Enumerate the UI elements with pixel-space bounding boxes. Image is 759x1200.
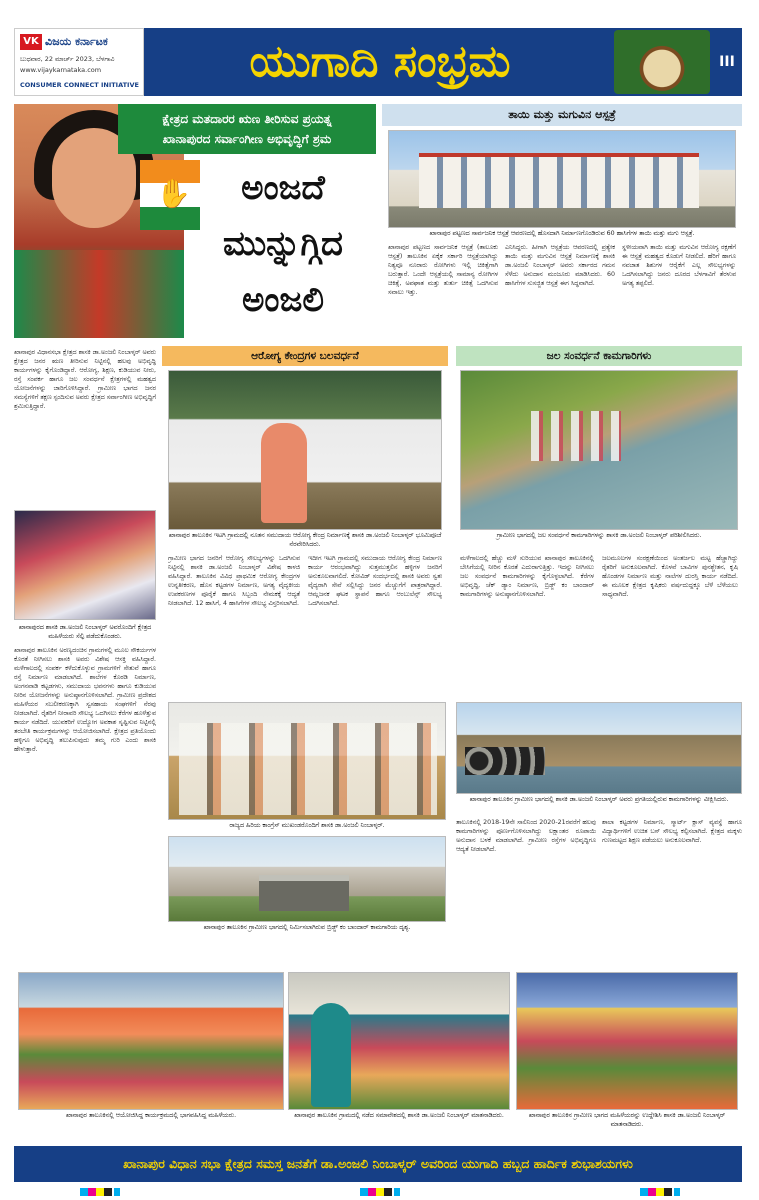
bottom-caption-3: ಖಾನಾಪುರ ತಾಲೂಕಿನ ಗ್ರಾಮೀಣ ಭಾಗದ ಮಹಿಳೆಯರನ್ನು ಉದ್ದೇಶಿಸಿ ಶಾಸಕಿ ಡಾ.ಅಂಜಲಿ ನಿಂಬಾಳ್ಕರ್ ಮಾತನಾಡಿದರು. (528, 1112, 726, 1128)
masthead-initiative: CONSUMER CONNECT INITIATIVE (20, 81, 139, 89)
health-col-1: ಗ್ರಾಮೀಣ ಭಾಗದ ಜನರಿಗೆ ಆರೋಗ್ಯ ಸೌಲಭ್ಯಗಳನ್ನು ಒದಗಿಸುವ ನಿಟ್ಟಿನಲ್ಲಿ ಶಾಸಕಿ ಡಾ.ಅಂಜಲಿ ನಿಂಬಾಳ್ಕರ್ ವಿಶೇಷ ಕಾಳಜಿ ವಹಿಸಿದ್ದಾರೆ. ತಾಲೂಕಿನ ವಿವಿಧ ಪ್ರಾಥಮಿಕ ಆರೋಗ್ಯ ಕೇಂದ್ರಗಳ ಉನ್ನತೀಕರಣ, ಹೊಸ ಕಟ್ಟಡಗಳ ನಿರ್ಮಾಣ, ಅಗತ್ಯ ವೈದ್ಯಕೀಯ ಉಪಕರಣಗಳ ಪೂರೈಕೆ ಹಾಗೂ ಸಿಬ್ಬಂದಿ ನೇಮಕಕ್ಕೆ ಆದ್ಯತೆ ನೀಡಲಾಗಿದೆ. 12 ಹಾಸಿಗೆ, 4 ಹಾಸಿಗೆಗಳ ಸೌಲಭ್ಯ ವಿಸ್ತರಿಸಲಾಗಿದೆ. (168, 555, 300, 607)
intro-selfie-caption: ಖಾನಾಪುರದ ಶಾಸಕಿ ಡಾ.ಅಂಜಲಿ ನಿಂಬಾಳ್ಕರ್ ಅವರೊಂದಿಗೆ ಕ್ಷೇತ್ರದ ಮಹಿಳೆಯರು ಸೆಲ್ಫಿ ಪಡೆದುಕೊಂಡರು. (18, 624, 152, 640)
hand-icon: ✋ (156, 177, 191, 210)
portrait-saree-shape (14, 250, 184, 338)
headline-line-2: ಮುನ್ನುಗ್ಗಿದ (223, 224, 343, 264)
bridge-arch-shape (259, 875, 349, 911)
page-number: III (719, 54, 735, 70)
bottom-crowd-photo-2 (516, 972, 738, 1110)
hospital-photo (388, 130, 736, 228)
intro-text: ಖಾನಾಪುರ ವಿಧಾನಸಭಾ ಕ್ಷೇತ್ರದ ಶಾಸಕಿ ಡಾ.ಅಂಜಲಿ ನಿಂಬಾಳ್ಕರ್ ಅವರು ಕ್ಷೇತ್ರದ ಜನರ ಋಣ ತೀರಿಸುವ ನಿಟ್ಟಿನಲ್ಲಿ ಹಲವು ಅಭಿವೃದ್ಧಿ ಕಾರ್ಯಗಳನ್ನು ಕೈಗೊಂಡಿದ್ದಾರೆ. ಆರೋಗ್ಯ, ಶಿಕ್ಷಣ, ಕುಡಿಯುವ ನೀರು, ರಸ್ತೆ ಸಂಪರ್ಕ ಹಾಗೂ ಜಲ ಸಂವರ್ಧನೆ ಕ್ಷೇತ್ರಗಳಲ್ಲಿ ಮಹತ್ವದ ಯೋಜನೆಗಳನ್ನು ಜಾರಿಗೊಳಿಸಿದ್ದಾರೆ. ಗ್ರಾಮೀಣ ಭಾಗದ ಜನರ ಸಮಸ್ಯೆಗಳಿಗೆ ತಕ್ಷಣ ಸ್ಪಂದಿಸುವ ಅವರು ಕ್ಷೇತ್ರದ ಸರ್ವಾಂಗೀಣ ಅಭಿವೃದ್ಧಿಗೆ ಶ್ರಮಿಸುತ್ತಿದ್ದಾರೆ. (14, 349, 156, 410)
bottom-speech-photo (288, 972, 510, 1110)
water-inspection-caption: ಖಾನಾಪುರ ತಾಲೂಕಿನ ಗ್ರಾಮೀಣ ಭಾಗದಲ್ಲಿ ಶಾಸಕಿ ಡಾ.ಅಂಜಲಿ ನಿಂಬಾಳ್ಕರ್ ಅವರು ಪ್ರಗತಿಯಲ್ಲಿರುವ ಕಾಮಗಾರಿಗಳನ್ನು ವೀಕ್ಷಿಸಿದರು. (469, 796, 729, 803)
masthead-logo-box (14, 28, 144, 96)
lead-tagline-2: ಖಾನಾಪುರದ ಸರ್ವಾಂಗೀಣ ಅಭಿವೃದ್ಧಿಗೆ ಶ್ರಮ (162, 132, 332, 146)
bottom-caption-2: ಖಾನಾಪುರ ತಾಲೂಕಿನ ಗ್ರಾಮದಲ್ಲಿ ನಡೆದ ಸಮಾವೇಶದಲ್ಲಿ ಶಾಸಕಿ ಡಾ.ಅಂಜಲಿ ನಿಂಬಾಳ್ಕರ್ ಮಾತನಾಡಿದರು. (294, 1112, 504, 1119)
hospital-col-2: ಎನಿಸಿದ್ದರು. ಹೀಗಾಗಿ ಆಸ್ಪತ್ರೆಯ ಆವರಣದಲ್ಲಿ ಪ್ರತ್ಯೇಕ ತಾಯಿ ಮತ್ತು ಮಗುವಿನ ಆಸ್ಪತ್ರೆ ನಿರ್ಮಾಣಕ್ಕೆ ಶಾಸಕಿ ಡಾ.ಅಂಜಲಿ ನಿಂಬಾಳ್ಕರ್ ಅವರು ಸರ್ಕಾರದ ಗಮನ ಸೆಳೆದು ಅನುದಾನ ಮಂಜೂರು ಮಾಡಿಸಿದರು. 60 ಹಾಸಿಗೆಗಳ ಸುಸಜ್ಜಿತ ಆಸ್ಪತ್ರೆ ಈಗ ಸಿದ್ಧವಾಗಿದೆ. (505, 244, 615, 287)
logo-badge: VK (20, 34, 42, 50)
bottom-caption-1: ಖಾನಾಪುರ ತಾಲೂಕಿನಲ್ಲಿ ಆಯೋಜಿಸಿದ್ದ ಕಾರ್ಯಕ್ರಮದಲ್ಲಿ ಭಾಗವಹಿಸಿದ್ದ ಮಹಿಳೆಯರು. (65, 1112, 237, 1119)
masthead-url: www.vijaykarnataka.com (20, 66, 102, 74)
intro-selfie-photo (14, 510, 156, 620)
hospital-building-shape (419, 153, 699, 208)
leaders-group-photo (168, 702, 446, 820)
bottom-crowd-photo-1 (18, 972, 284, 1110)
health-col-2: ಇದೀಗ ಇಟಗಿ ಗ್ರಾಮದಲ್ಲಿ ಸಮುದಾಯ ಆರೋಗ್ಯ ಕೇಂದ್ರ ನಿರ್ಮಾಣ ಕಾರ್ಯ ಆರಂಭವಾಗಿದ್ದು ಸುತ್ತಮುತ್ತಲಿನ ಹಳ್ಳಿಗಳ ಜನರಿಗೆ ಅನುಕೂಲವಾಗಲಿದೆ. ಕೋವಿಡ್ ಸಂದರ್ಭದಲ್ಲಿ ಶಾಸಕಿ ಅವರು ಸ್ವತಃ ವೈದ್ಯರಾಗಿ ಸೇವೆ ಸಲ್ಲಿಸಿದ್ದು ಜನರ ಮೆಚ್ಚುಗೆಗೆ ಪಾತ್ರರಾಗಿದ್ದಾರೆ. ಆಮ್ಲಜನಕ ಘಟಕ ಸ್ಥಾಪನೆ ಹಾಗೂ ಆಂಬುಲೆನ್ಸ್ ಸೌಲಭ್ಯ ಒದಗಿಸಲಾಗಿದೆ. (308, 555, 442, 607)
bridge-photo (168, 836, 446, 922)
water-lower-text-2: ಶಾಲಾ ಕಟ್ಟಡಗಳ ನಿರ್ಮಾಣ, ಸ್ಮಾರ್ಟ್ ಕ್ಲಾಸ್ ವ್ಯವಸ್ಥೆ ಹಾಗೂ ವಿದ್ಯಾರ್ಥಿಗಳಿಗೆ ಉಚಿತ ಬಸ್ ಸೌಲಭ್ಯ ಕಲ್ಪಿಸಲಾಗಿದೆ. ಕ್ಷೇತ್ರದ ಮಕ್ಕಳು ಗುಣಮಟ್ಟದ ಶಿಕ್ಷಣ ಪಡೆಯಲು ಅನುಕೂಲವಾಗಿದೆ. (602, 819, 742, 844)
bottom-banner-text: ಖಾನಾಪುರ ವಿಧಾನ ಸಭಾ ಕ್ಷೇತ್ರದ ಸಮಸ್ತ ಜನತೆಗೆ ಡಾ.ಅಂಜಲಿ ನಿಂಬಾಳ್ಕರ್ ಅವರಿಂದ ಯುಗಾದಿ ಹಬ್ಬದ ಹಾರ್ದಿಕ ಶುಭಾಶಯಗಳು (123, 1156, 633, 1171)
hospital-col-3: ಸ್ಥಳೀಯವಾಗಿ ತಾಯಿ ಮತ್ತು ಮಗುವಿನ ಆರೋಗ್ಯ ರಕ್ಷಣೆಗೆ ಈ ಆಸ್ಪತ್ರೆ ಮಹತ್ವದ ಕೊಡುಗೆ ನೀಡಲಿದೆ. ಹೆರಿಗೆ ಹಾಗೂ ನವಜಾತ ಶಿಶುಗಳ ಆರೈಕೆಗೆ ಎಲ್ಲ ಸೌಲಭ್ಯಗಳನ್ನು ಒದಗಿಸಲಾಗಿದ್ದು ಜನರು ದೂರದ ಬೆಳಗಾವಿಗೆ ತೆರಳುವ ಅಗತ್ಯ ತಪ್ಪಲಿದೆ. (622, 244, 736, 287)
water-col-1: ಮಳೆಗಾಲದಲ್ಲಿ ಹೆಚ್ಚು ಮಳೆ ಸುರಿಯುವ ಖಾನಾಪುರ ತಾಲೂಕಿನಲ್ಲಿ ಬೇಸಿಗೆಯಲ್ಲಿ ನೀರಿನ ಕೊರತೆ ಎದುರಾಗುತ್ತಿತ್ತು. ಇದನ್ನು ನೀಗಿಸಲು ಜಲ ಸಂವರ್ಧನೆ ಕಾಮಗಾರಿಗಳನ್ನು ಕೈಗೊಳ್ಳಲಾಗಿದೆ. ಕೆರೆಗಳ ಅಭಿವೃದ್ಧಿ, ಚೆಕ್ ಡ್ಯಾಂ ನಿರ್ಮಾಣ, ಬ್ರಿಡ್ಜ್ ಕಂ ಬಾಂದಾರ್ ಕಾಮಗಾರಿಗಳನ್ನು ಅನುಷ್ಠಾನಗೊಳಿಸಲಾಗಿದೆ. (460, 555, 594, 598)
intro-text-2: ಖಾನಾಪುರ ತಾಲೂಕಿನ ಅರಣ್ಯದಂಚಿನ ಗ್ರಾಮಗಳಲ್ಲಿ ಮೂಲ ಸೌಕರ್ಯಗಳ ಕೊರತೆ ನೀಗಿಸಲು ಶಾಸಕಿ ಅವರು ವಿಶೇಷ ಆಸಕ್ತಿ ವಹಿಸಿದ್ದಾರೆ. ಮಳೆಗಾಲದಲ್ಲಿ ಸಂಪರ್ಕ ಕಳೆದುಕೊಳ್ಳುವ ಗ್ರಾಮಗಳಿಗೆ ಸೇತುವೆ ಹಾಗೂ ರಸ್ತೆ ನಿರ್ಮಾಣ ಮಾಡಲಾಗಿದೆ. ಶಾಲೆಗಳ ಕೊಠಡಿ ನಿರ್ಮಾಣ, ಅಂಗನವಾಡಿ ಕಟ್ಟಡಗಳು, ಸಮುದಾಯ ಭವನಗಳು ಹಾಗೂ ಕುಡಿಯುವ ನೀರಿನ ಯೋಜನೆಗಳನ್ನು ಅನುಷ್ಠಾನಗೊಳಿಸಲಾಗಿದೆ. ಗ್ರಾಮೀಣ ಪ್ರದೇಶದ ಮಹಿಳೆಯರ ಸಬಲೀಕರಣಕ್ಕಾಗಿ ಸ್ವಸಹಾಯ ಸಂಘಗಳಿಗೆ ನೆರವು ನೀಡಲಾಗಿದೆ. ರೈತರಿಗೆ ನೀರಾವರಿ ಸೌಲಭ್ಯ ಒದಗಿಸಲು ಕೆರೆಗಳ ಹೂಳೆತ್ತುವ ಕಾರ್ಯ ನಡೆದಿದೆ. ಯುವಕರಿಗೆ ಉದ್ಯೋಗ ಅವಕಾಶ ಸೃಷ್ಟಿಸುವ ನಿಟ್ಟಿನಲ್ಲಿ ತರಬೇತಿ ಕಾರ್ಯಕ್ರಮಗಳನ್ನು ಆಯೋಜಿಸಲಾಗಿದೆ. ಕ್ಷೇತ್ರದ ಪ್ರತಿಯೊಂದು ಹಳ್ಳಿಗೂ ಅಭಿವೃದ್ಧಿ ತಲುಪಿಸುವುದು ತಮ್ಮ ಗುರಿ ಎಂದು ಶಾಸಕಿ ಹೇಳುತ್ತಾರೆ. (14, 647, 156, 753)
masthead-title: ಯುಗಾದಿ ಸಂಭ್ರಮ (249, 36, 511, 87)
bridge-photo-caption: ಖಾನಾಪುರ ತಾಲೂಕಿನ ಗ್ರಾಮೀಣ ಭಾಗದಲ್ಲಿ ನಿರ್ಮಿಸಲಾಗಿರುವ ಬ್ರಿಡ್ಜ್ ಕಂ ಬಾಂದಾರ್ ಕಾಮಗಾರಿಯ ದೃಶ್ಯ. (203, 924, 411, 931)
masthead-date: ಬುಧವಾರ, 22 ಮಾರ್ಚ್ 2023, ಬೆಳಗಾವಿ (20, 55, 115, 63)
lead-headline (190, 160, 376, 338)
bottom-banner (14, 1146, 742, 1182)
health-heading: ಆರೋಗ್ಯ ಕೇಂದ್ರಗಳ ಬಲವರ್ಧನೆ (162, 346, 448, 366)
health-photo-caption: ಖಾನಾಪುರ ತಾಲೂಕಿನ ಇಟಗಿ ಗ್ರಾಮದಲ್ಲಿ ನೂತನ ಸಮುದಾಯ ಆರೋಗ್ಯ ಕೇಂದ್ರ ನಿರ್ಮಾಣಕ್ಕೆ ಶಾಸಕಿ ಡಾ.ಅಂಜಲಿ ನಿಂಬಾಳ್ಕರ್ ಭೂಮಿಪೂಜೆ ನೆರವೇರಿಸಿದರು. (168, 532, 442, 548)
saree-woman-shape (261, 423, 307, 523)
registration-marks-center (360, 1188, 400, 1196)
hospital-col-1: ಖಾನಾಪುರ ಪಟ್ಟಣದ ಸಾರ್ವಜನಿಕ ಆಸ್ಪತ್ರೆ (ತಾಲೂಕು ಆಸ್ಪತ್ರೆ) ತಾಲೂಕಿನ ಏಕೈಕ ಸರ್ಕಾರಿ ಆಸ್ಪತ್ರೆಯಾಗಿದ್ದು ನಿತ್ಯವೂ ನೂರಾರು ರೋಗಿಗಳು ಇಲ್ಲಿ ಚಿಕಿತ್ಸೆಗಾಗಿ ಬರುತ್ತಾರೆ. ಒಂದೇ ಆಸ್ಪತ್ರೆಯಲ್ಲಿ ಸಾಮಾನ್ಯ ರೋಗಿಗಳ ಚಿಕಿತ್ಸೆ, ಅಪಘಾತ ಮತ್ತು ತುರ್ತು ಚಿಕಿತ್ಸೆ ಒದಗಿಸುವ ಸವಾಲು ಇತ್ತು. (388, 244, 498, 296)
water-col-2: ಜಲಮೂಲಗಳ ಸಂರಕ್ಷಣೆಯಿಂದ ಅಂತರ್ಜಲ ಮಟ್ಟ ಹೆಚ್ಚಾಗಿದ್ದು ರೈತರಿಗೆ ಅನುಕೂಲವಾಗಿದೆ. ಕೊಳವೆ ಬಾವಿಗಳ ಪುನಶ್ಚೇತನ, ಕೃಷಿ ಹೊಂಡಗಳ ನಿರ್ಮಾಣ ಮತ್ತು ನಾಲೆಗಳ ದುರಸ್ತಿ ಕಾರ್ಯ ನಡೆದಿದೆ. ಈ ಮೂಲಕ ಕ್ಷೇತ್ರದ ಕೃಷಿಕರು ವರ್ಷದುದ್ದಕ್ಕೂ ಬೆಳೆ ಬೆಳೆಯಲು ಸಾಧ್ಯವಾಗಿದೆ. (602, 555, 738, 598)
speaker-figure-shape (311, 1003, 351, 1107)
logo-name: ವಿಜಯ ಕರ್ನಾಟಕ (45, 35, 108, 48)
headline-line-1: ಅಂಜದೆ (241, 168, 325, 208)
festive-plate-image (614, 30, 710, 94)
water-photo-caption: ಗ್ರಾಮೀಣ ಭಾಗದಲ್ಲಿ ಜಲ ಸಂವರ್ಧನೆ ಕಾಮಗಾರಿಗಳನ್ನು ಶಾಸಕಿ ಡಾ.ಅಂಜಲಿ ನಿಂಬಾಳ್ಕರ್ ಪರಿಶೀಲಿಸಿದರು. (496, 532, 702, 539)
culvert-pipes-shape (465, 747, 545, 775)
water-inspection-photo (456, 702, 742, 794)
hospital-heading: ತಾಯಿ ಮತ್ತು ಮಗುವಿನ ಆಸ್ಪತ್ರೆ (382, 104, 742, 126)
headline-line-3: ಅಂಜಲಿ (242, 280, 324, 320)
lead-tagline-box (118, 104, 376, 154)
people-group-shape (531, 411, 621, 461)
water-pond-photo (460, 370, 738, 530)
registration-marks-left (80, 1188, 120, 1196)
hospital-photo-caption: ಖಾನಾಪುರ ಪಟ್ಟಣದ ಸಾರ್ವಜನಿಕ ಆಸ್ಪತ್ರೆ ಆವರಣದಲ್ಲಿ ಹೊಸದಾಗಿ ನಿರ್ಮಾಣಗೊಂಡಿರುವ 60 ಹಾಸಿಗೆಗಳ ತಾಯಿ ಮತ್ತು ಮಗು ಆಸ್ಪತ್ರೆ. (429, 230, 695, 237)
lead-tagline-1: ಕ್ಷೇತ್ರದ ಮತದಾರರ ಋಣ ತೀರಿಸುವ ಪ್ರಯತ್ನ (162, 112, 332, 126)
leaders-figures-shape (179, 723, 437, 815)
health-foundation-photo (168, 370, 442, 530)
leaders-photo-caption: ರಾಜ್ಯದ ಹಿರಿಯ ಕಾಂಗ್ರೆಸ್ ಮುಖಂಡರೊಂದಿಗೆ ಶಾಸಕಿ ಡಾ.ಅಂಜಲಿ ನಿಂಬಾಳ್ಕರ್. (229, 822, 385, 829)
water-heading: ಜಲ ಸಂವರ್ಧನೆ ಕಾಮಗಾರಿಗಳು (456, 346, 742, 366)
water-lower-text-1: ತಾಲೂಕಿನಲ್ಲಿ 2018-19ನೇ ಸಾಲಿನಿಂದ 2020-21ರವರೆಗೆ ಹಲವು ಕಾಮಗಾರಿಗಳನ್ನು ಪೂರ್ಣಗೊಳಿಸಲಾಗಿದ್ದು ಲಕ್ಷಾಂತರ ರೂಪಾಯಿ ಅನುದಾನ ಬಳಕೆ ಮಾಡಲಾಗಿದೆ. ಗ್ರಾಮೀಣ ರಸ್ತೆಗಳ ಅಭಿವೃದ್ಧಿಗೂ ಆದ್ಯತೆ ನೀಡಲಾಗಿದೆ. (456, 819, 596, 853)
registration-marks-right (640, 1188, 680, 1196)
